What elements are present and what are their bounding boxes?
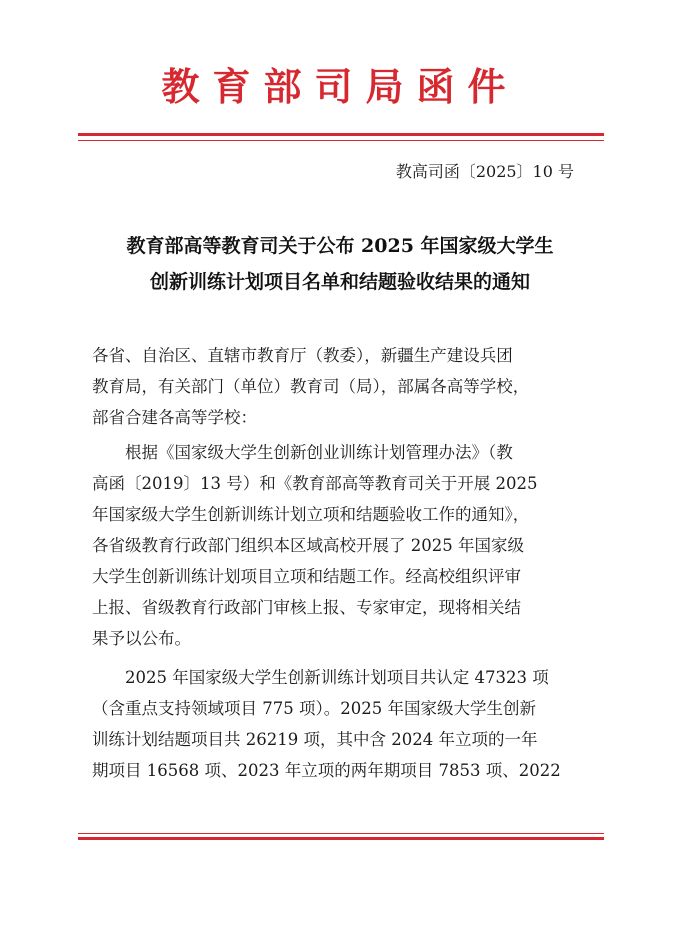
salutation-line: 教育局，有关部门（单位）教育司（局），部属各高等学校，	[92, 377, 530, 396]
paragraph-line: 大学生创新训练计划项目立项和结题工作。经高校组织评审	[92, 567, 521, 586]
paragraph-line: 果予以公布。	[92, 629, 191, 648]
footer-red-rule-thick	[78, 837, 604, 840]
paragraph-basis	[92, 437, 602, 654]
paragraph-line: 高函〔2019〕13 号）和《教育部高等教育司关于开展 2025	[92, 474, 538, 493]
paragraph-line: 根据《国家级大学生创新创业训练计划管理办法》（教	[125, 443, 513, 462]
paragraph-results	[92, 662, 602, 786]
document-title-line: 创新训练计划项目名单和结题验收结果的通知	[149, 271, 530, 293]
salutation-line: 部省合建各高等学校：	[92, 408, 257, 427]
paragraph-line: 各省级教育行政部门组织本区域高校开展了 2025 年国家级	[92, 536, 524, 555]
salutation	[92, 340, 602, 433]
document-title-line: 教育部高等教育司关于公布 2025 年国家级大学生	[126, 235, 554, 257]
document-title	[80, 228, 600, 300]
footer-red-rule-thin	[78, 833, 604, 834]
paragraph-line: 2025 年国家级大学生创新训练计划项目共认定 47323 项	[125, 668, 549, 687]
paragraph-line: 训练计划结题项目共 26219 项，其中含 2024 年立项的一年	[92, 730, 538, 749]
document-body	[92, 340, 602, 786]
paragraph-line: 年国家级大学生创新训练计划立项和结题验收工作的通知》，	[92, 505, 530, 524]
paragraph-line: 上报、省级教育行政部门审核上报、专家审定，现将相关结	[92, 598, 521, 617]
letterhead-title: 教育部司局函件	[161, 64, 519, 109]
paragraph-line: （含重点支持领域项目 775 项）。2025 年国家级大学生创新	[92, 699, 536, 718]
paragraph-line: 期项目 16568 项、2023 年立项的两年期项目 7853 项、2022	[92, 761, 561, 780]
salutation-line: 各省、自治区、直辖市教育厅（教委），新疆生产建设兵团	[92, 346, 513, 365]
header-red-rule-thin	[78, 140, 604, 141]
document-number: 教高司函〔2025〕10 号	[395, 162, 574, 181]
header-red-rule-thick	[78, 133, 604, 136]
